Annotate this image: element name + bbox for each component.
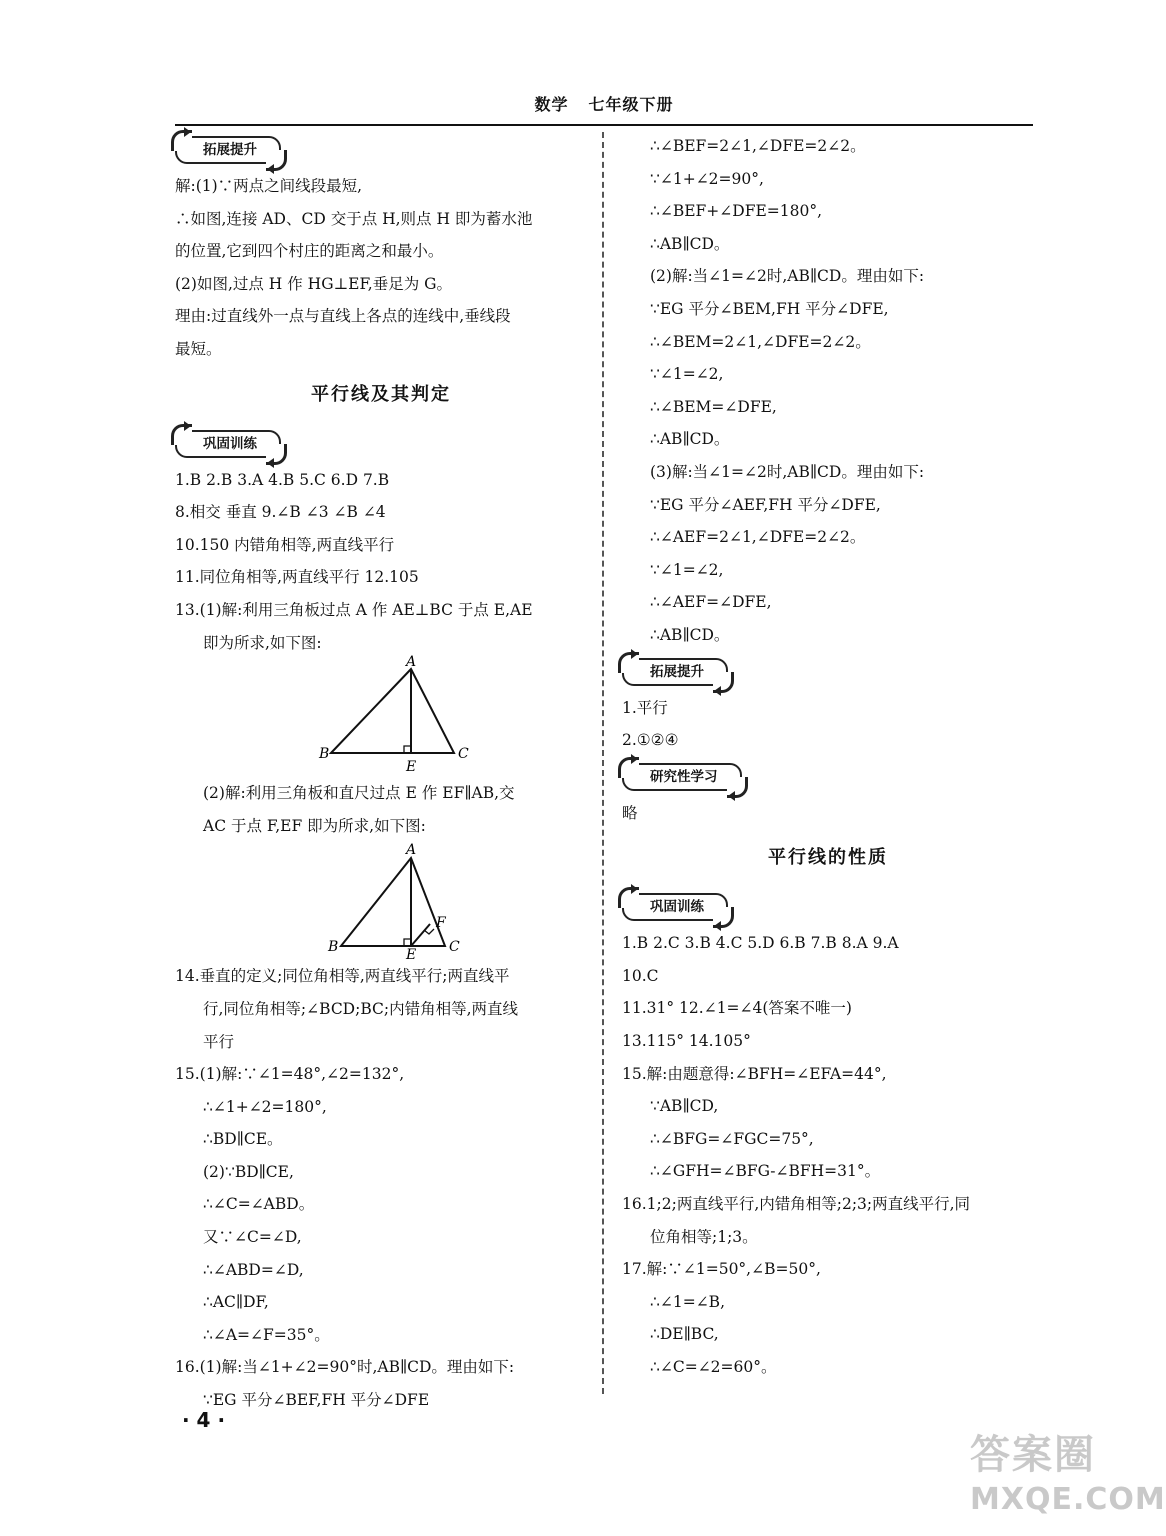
section-tag-gonggu xyxy=(622,893,728,921)
answer-line: ∴AB∥CD。 xyxy=(650,234,730,253)
answer-line: (2)解:当∠1=∠2时,AB∥CD。理由如下: xyxy=(650,267,925,286)
answer-line: 16.(1)解:当∠1+∠2=90°时,AB∥CD。理由如下: xyxy=(175,1358,515,1377)
answer-line: ∵AB∥CD, xyxy=(650,1097,719,1116)
answer-line: 1.平行 xyxy=(622,698,668,717)
tag-label: 研究性学习 xyxy=(650,768,718,785)
label-b: B xyxy=(328,939,339,956)
tag-label: 巩固训练 xyxy=(203,435,257,452)
watermark-en: MXQE.COM xyxy=(970,1482,1166,1517)
label-b: B xyxy=(319,746,330,763)
answer-line: ∴∠C=∠ABD。 xyxy=(203,1195,315,1214)
right-angle-mark xyxy=(404,939,411,946)
tag-arrow-icon xyxy=(727,777,748,798)
section-tag-gonggu xyxy=(175,430,281,458)
header-grade: 七年级下册 xyxy=(588,95,674,114)
triangle-parallel-diagram xyxy=(175,842,587,964)
answer-line: (2)∵BD∥CE, xyxy=(203,1162,294,1181)
label-c: C xyxy=(449,939,460,956)
triangle-altitude-diagram xyxy=(175,654,587,777)
text-line: ∴如图,连接 AD、CD 交于点 H,则点 H 即为蓄水池 xyxy=(175,209,533,228)
answer-line: ∴AC∥DF, xyxy=(203,1293,269,1312)
header-subject: 数学 xyxy=(534,95,569,114)
watermark-logo xyxy=(970,1430,1166,1530)
answer-line: ∴∠1=∠B, xyxy=(650,1292,726,1311)
answer-line: (2)解:利用三角板和直尺过点 E 作 EF∥AB,交 xyxy=(203,784,515,803)
answer-line: ∴DE∥BC, xyxy=(650,1325,719,1344)
answer-line: 行,同位角相等;∠BCD;BC;内错角相等,两直线 xyxy=(203,999,519,1018)
left-column xyxy=(175,130,587,1417)
tag-arrow-icon xyxy=(618,757,639,778)
answer-line: ∴∠BFG=∠FGC=75°, xyxy=(650,1129,814,1148)
tag-arrow-icon xyxy=(713,672,734,693)
figure-triangle-parallel xyxy=(175,842,587,964)
answer-line: ∴∠A=∠F=35°。 xyxy=(203,1325,330,1344)
answer-line: ∵∠1+∠2=90°, xyxy=(650,169,764,188)
page-number: · 4 · xyxy=(182,1408,226,1432)
label-a: A xyxy=(406,654,417,671)
answer-line: 1.B 2.C 3.B 4.C 5.D 6.B 7.B 8.A 9.A xyxy=(622,934,899,953)
answer-line: 16.1;2;两直线平行,内错角相等;2;3;两直线平行,同 xyxy=(622,1195,971,1214)
section-tag-wrap xyxy=(175,424,587,464)
answer-line: 又∵∠C=∠D, xyxy=(203,1228,302,1247)
answer-line: ∴∠ABD=∠D, xyxy=(203,1260,304,1279)
column-divider xyxy=(602,132,604,1394)
tag-arrow-icon xyxy=(266,444,287,465)
answer-line: ∴∠AEF=2∠1,∠DFE=2∠2。 xyxy=(650,528,866,547)
answer-line: 10.C xyxy=(622,966,659,985)
answer-line: ∵EG 平分∠AEF,FH 平分∠DFE, xyxy=(650,495,881,514)
answer-line: 17.解:∵∠1=50°,∠B=50°, xyxy=(622,1260,821,1279)
answer-line: 14.垂直的定义;同位角相等,两直线平行;两直线平 xyxy=(175,967,510,986)
answer-line: 平行 xyxy=(203,1032,235,1051)
answer-line: 15.解:由题意得:∠BFH=∠EFA=44°, xyxy=(622,1064,887,1083)
answer-line: ∴∠BEF+∠DFE=180°, xyxy=(650,202,823,221)
text-line: (2)如图,过点 H 作 HG⊥EF,垂足为 G。 xyxy=(175,274,453,293)
label-e: E xyxy=(406,759,417,776)
label-f: F xyxy=(436,915,446,932)
triangle-abc xyxy=(331,669,454,753)
text-line: 最短。 xyxy=(175,339,222,358)
tag-arrow-icon xyxy=(618,652,639,673)
answer-line: 11.同位角相等,两直线平行 12.105 xyxy=(175,568,419,587)
answer-line: 11.31° 12.∠1=∠4(答案不唯一) xyxy=(622,999,852,1018)
answer-line: 8.相交 垂直 9.∠B ∠3 ∠B ∠4 xyxy=(175,503,386,522)
tag-arrow-icon xyxy=(266,150,287,171)
watermark-cn: 答案圈 xyxy=(970,1432,1096,1478)
section-tag-tuozhan xyxy=(175,136,281,164)
answer-line: ∴∠C=∠2=60°。 xyxy=(650,1358,777,1376)
answer-line: ∴BD∥CE。 xyxy=(203,1130,283,1149)
text-line: 理由:过直线外一点与直线上各点的连线中,垂线段 xyxy=(175,307,511,326)
tag-arrow-icon xyxy=(713,907,734,928)
section-tag-wrap xyxy=(622,652,1034,692)
answer-line: ∴∠BEM=2∠1,∠DFE=2∠2。 xyxy=(650,332,871,351)
section-tag-wrap xyxy=(175,130,587,170)
answer-line: 略 xyxy=(622,803,638,822)
section-tag-tuozhan xyxy=(622,658,728,686)
answer-line: 13.115° 14.105° xyxy=(622,1032,751,1051)
answer-line: 13.(1)解:利用三角板过点 A 作 AE⊥BC 于点 E,AE xyxy=(175,600,533,619)
answer-line: 位角相等;1;3。 xyxy=(650,1227,758,1246)
answer-line: ∴AB∥CD。 xyxy=(650,625,730,644)
answer-line: ∴∠1+∠2=180°, xyxy=(203,1097,327,1116)
answer-line: AC 于点 F,EF 即为所求,如下图: xyxy=(203,816,426,835)
section-title: 平行线的性质 xyxy=(768,847,888,869)
answer-line: ∴∠AEF=∠DFE, xyxy=(650,593,772,612)
text-line: 的位置,它到四个村庄的距离之和最小。 xyxy=(175,242,444,261)
right-angle-mark xyxy=(404,746,411,753)
section-tag-yanjiu xyxy=(622,763,742,791)
page-header xyxy=(175,92,1033,115)
tag-label: 拓展提升 xyxy=(650,663,704,680)
section-tag-wrap xyxy=(622,887,1034,927)
answer-line: ∵EG 平分∠BEF,FH 平分∠DFE xyxy=(203,1391,430,1410)
figure-triangle-altitude xyxy=(175,654,587,777)
answer-line: 10.150 内错角相等,两直线平行 xyxy=(175,535,395,554)
answer-line: 即为所求,如下图: xyxy=(203,633,322,652)
section-tag-wrap xyxy=(622,757,1034,797)
tag-arrow-icon xyxy=(171,130,192,151)
answer-line: ∵EG 平分∠BEM,FH 平分∠DFE, xyxy=(650,299,889,318)
section-title: 平行线及其判定 xyxy=(311,383,451,405)
answer-line: 1.B 2.B 3.A 4.B 5.C 6.D 7.B xyxy=(175,470,390,489)
answer-line: ∴∠BEM=∠DFE, xyxy=(650,397,777,416)
label-e: E xyxy=(406,947,417,964)
answer-line: (3)解:当∠1=∠2时,AB∥CD。理由如下: xyxy=(650,462,925,481)
label-c: C xyxy=(458,746,469,763)
text-line: 解:(1)∵两点之间线段最短, xyxy=(175,177,363,195)
tag-label: 拓展提升 xyxy=(203,142,257,158)
tag-label: 巩固训练 xyxy=(650,899,704,916)
right-column xyxy=(622,130,1034,1384)
answer-line: ∵∠1=∠2, xyxy=(650,365,724,384)
answer-line: ∴AB∥CD。 xyxy=(650,430,730,449)
answer-line: ∵∠1=∠2, xyxy=(650,560,724,579)
label-a: A xyxy=(406,842,417,859)
answer-line: ∴∠GFH=∠BFG-∠BFH=31°。 xyxy=(650,1162,881,1181)
answer-line: 2.①②④ xyxy=(622,731,679,750)
tag-arrow-icon xyxy=(171,424,192,445)
header-rule xyxy=(175,124,1033,126)
tag-arrow-icon xyxy=(618,887,639,908)
answer-line: ∴∠BEF=2∠1,∠DFE=2∠2。 xyxy=(650,137,866,155)
answer-line: 15.(1)解:∵∠1=48°,∠2=132°, xyxy=(175,1065,405,1084)
segment-ef xyxy=(411,924,430,946)
